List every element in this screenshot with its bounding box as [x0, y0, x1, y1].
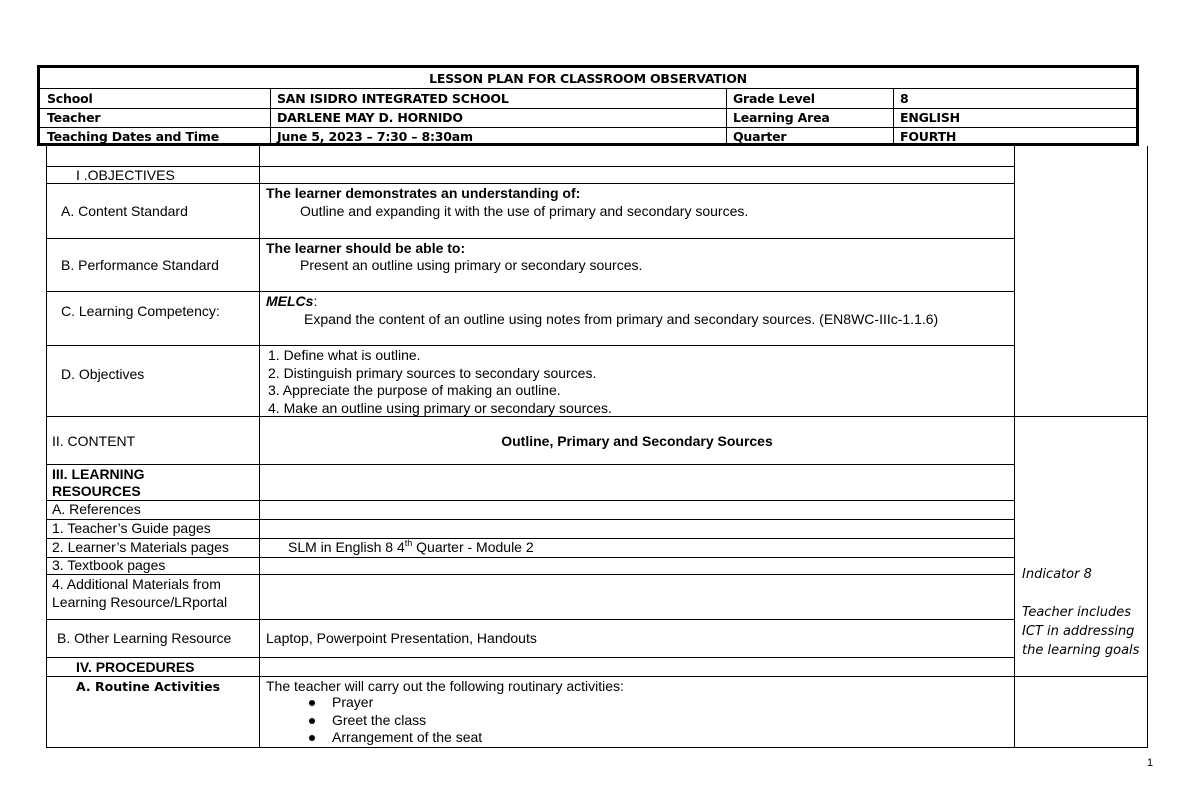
routine-item — [306, 729, 482, 747]
bullet-icon — [309, 700, 315, 706]
objective-item: 3. Appreciate the purpose of making an outline. — [268, 382, 561, 398]
additional-materials-line1: 4. Additional Materials from — [52, 576, 221, 592]
content-value: Outline, Primary and Secondary Sources — [501, 433, 773, 449]
quarter-label: Quarter — [726, 127, 893, 146]
indicator-line1: Teacher includes — [1022, 605, 1132, 620]
routine-activities-label: A. Routine Activities — [76, 679, 221, 694]
lesson-plan-title: LESSON PLAN FOR CLASSROOM OBSERVATION — [429, 70, 747, 86]
school-value: SAN ISIDRO INTEGRATED SCHOOL — [270, 88, 726, 108]
learning-competency-text: Expand the content of an outline using notes from primary and secondary sources. (EN8WC-IIIc-1.1.6) — [304, 311, 939, 327]
page-number: 1 — [1147, 757, 1154, 769]
indicator-title: Indicator 8 — [1022, 567, 1092, 582]
teacher-value: DARLENE MAY D. HORNIDO — [270, 108, 726, 127]
content-standard-lead: The learner demonstrates an understanding of: — [266, 185, 581, 201]
routine-list — [306, 694, 482, 747]
teacher-label: Teacher — [47, 110, 101, 125]
performance-standard-lead: The learner should be able to: — [266, 240, 466, 256]
other-resource-value: Laptop, Powerpoint Presentation, Handouts — [266, 630, 537, 646]
references-label: A. References — [52, 501, 141, 517]
bullet-icon — [309, 735, 315, 741]
header-row-teacher — [40, 108, 1136, 128]
teaching-dates-value: June 5, 2023 – 7:30 – 8:30am — [270, 127, 726, 146]
objectives-list — [268, 347, 612, 417]
performance-standard-label: B. Performance Standard — [61, 257, 219, 273]
content-standard-label: A. Content Standard — [61, 203, 188, 219]
lm-value-pre: SLM in English 8 4 — [288, 539, 405, 555]
objectives-label: D. Objectives — [61, 366, 145, 382]
teachers-guide-label: 1. Teacher’s Guide pages — [52, 520, 211, 536]
lm-value-post: Quarter - Module 2 — [412, 539, 534, 555]
objective-item: 2. Distinguish primary sources to secondary sources. — [268, 364, 597, 381]
learners-materials-value — [288, 539, 534, 556]
learning-competency-label: C. Learning Competency: — [61, 303, 220, 319]
header-table — [37, 65, 1139, 146]
lm-value-sup: th — [404, 538, 413, 548]
teaching-dates-label: Teaching Dates and Time — [47, 129, 219, 144]
bullet-icon — [309, 718, 315, 724]
melcs-line — [266, 293, 317, 310]
objective-item: 4. Make an outline using primary or secondary sources. — [268, 399, 612, 416]
textbook-label: 3. Textbook pages — [52, 557, 166, 573]
header-title-row — [40, 68, 1136, 89]
learning-area-label: Learning Area — [726, 108, 893, 127]
grade-level-value: 8 — [893, 88, 1136, 108]
routine-item-text: Arrangement of the seat — [332, 729, 483, 745]
learners-materials-label: 2. Learner’s Materials pages — [52, 539, 229, 555]
resources-heading-line1: III. LEARNING — [52, 466, 145, 482]
grade-level-label: Grade Level — [726, 88, 893, 108]
routine-item-text: Prayer — [332, 694, 374, 710]
header-row-dates — [40, 127, 1136, 146]
procedures-heading: IV. PROCEDURES — [76, 659, 195, 675]
content-standard-text: Outline and expanding it with the use of primary and secondary sources. — [300, 203, 749, 219]
melcs-colon: : — [313, 293, 318, 309]
routine-intro: The teacher will carry out the following routinary activities: — [266, 678, 624, 694]
resources-heading-line2: RESOURCES — [52, 483, 141, 499]
header-row-school — [40, 88, 1136, 109]
melcs-lead: MELCs — [266, 293, 314, 309]
objectives-heading: I .OBJECTIVES — [76, 167, 175, 183]
routine-item-text: Greet the class — [332, 711, 427, 728]
indicator-line2: ICT in addressing — [1022, 624, 1135, 639]
learning-area-value: ENGLISH — [893, 108, 1136, 127]
school-label: School — [47, 90, 93, 106]
quarter-value: FOURTH — [893, 127, 1136, 146]
content-label: II. CONTENT — [52, 433, 136, 449]
routine-item — [306, 694, 482, 712]
other-resource-label: B. Other Learning Resource — [57, 630, 232, 646]
objective-item: 1. Define what is outline. — [268, 347, 421, 363]
indicator-line3: the learning goals — [1022, 643, 1140, 658]
routine-item — [306, 712, 482, 730]
additional-materials-line2: Learning Resource/LRportal — [52, 594, 228, 610]
performance-standard-text: Present an outline using primary or secondary sources. — [300, 257, 643, 273]
